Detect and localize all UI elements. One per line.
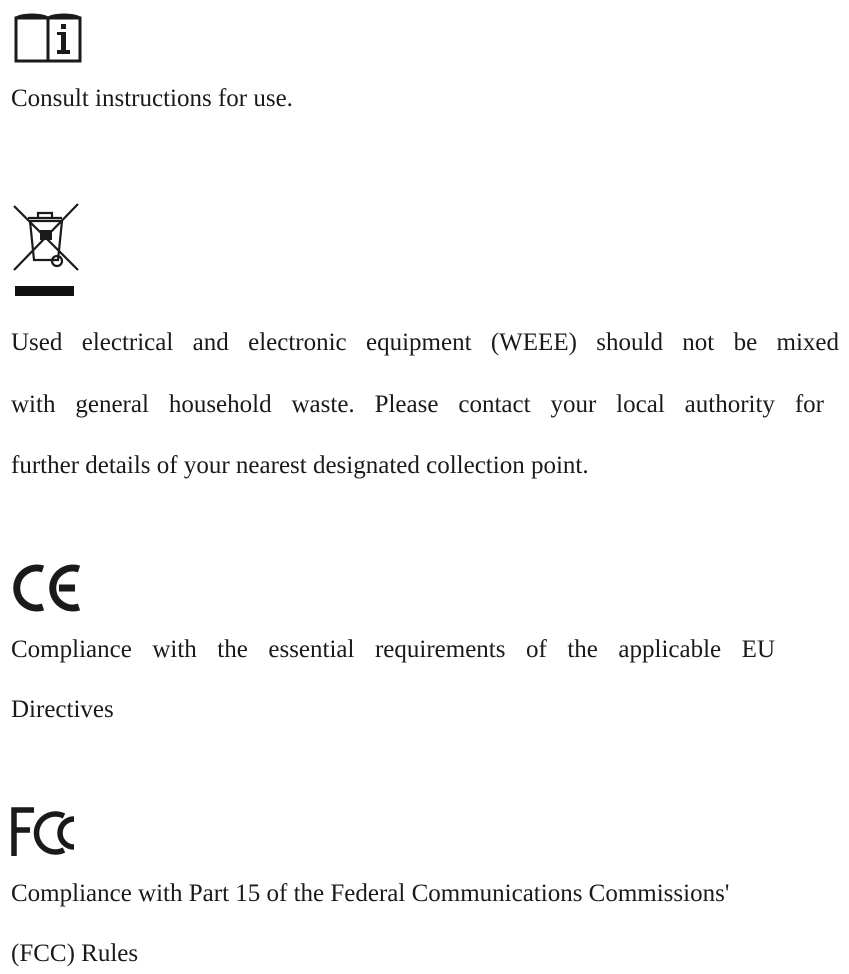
ce-mark-icon	[12, 563, 88, 613]
crossed-out-wheelie-bin-icon	[10, 200, 82, 300]
consult-instructions-text: Consult instructions for use.	[11, 85, 293, 112]
ce-text-line-1: Compliance with the essential requirements of the applicable EU	[11, 636, 775, 663]
fcc-text-line-1: Compliance with Part 15 of the Federal Communications Commissions'	[11, 880, 730, 907]
ce-text-line-2: Directives	[11, 696, 114, 723]
weee-text-line-3: further details of your nearest designated collection point.	[11, 452, 589, 479]
fcc-logo-icon	[10, 806, 82, 860]
consult-instructions-icon	[12, 12, 84, 64]
weee-text-line-2: with general household waste. Please contact your local authority for	[11, 391, 824, 418]
fcc-text-line-2: (FCC) Rules	[11, 940, 139, 967]
weee-text-line-1: Used electrical and electronic equipment (WEEE) should not be mixed	[11, 329, 839, 356]
